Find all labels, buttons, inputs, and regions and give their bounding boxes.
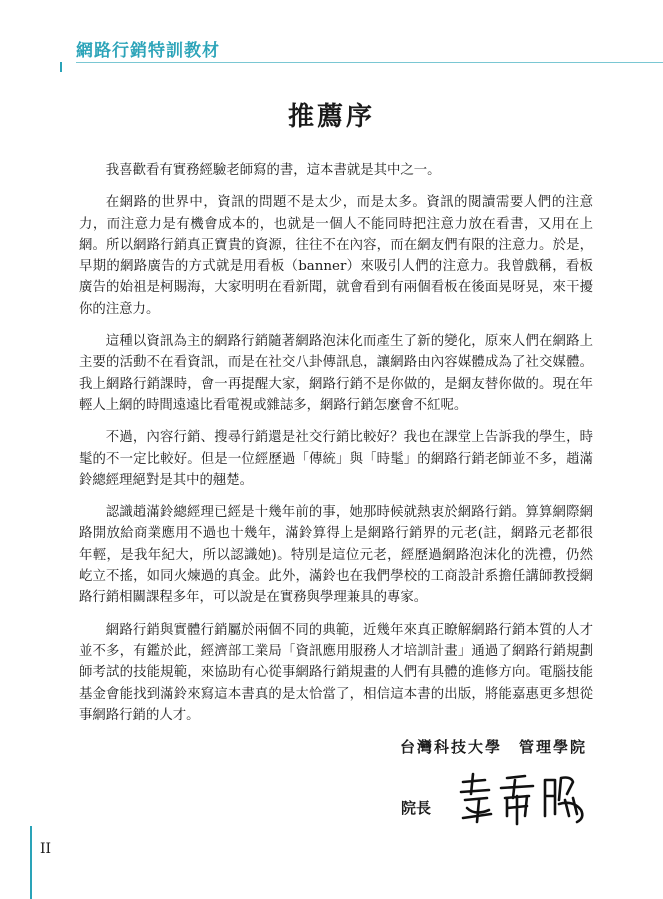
header-accent-bar [60, 62, 62, 72]
page-margin-bar [30, 826, 32, 899]
header-divider [76, 62, 663, 63]
paragraph: 網路行銷與實體行銷屬於兩個不同的典範，近幾年來真正瞭解網路行銷本質的人才並不多，有鑑於此，經濟部工業局「資訊應用服務人才培訓計畫」通過了網路行銷規劃師考試的技能規範，來協助有心從事網路行銷規畫的人們有具體的進修方向。電腦技能基金會能找到滿鈴來寫這本書真的是太恰當了，相信這本書的出版，將能嘉惠更多想從事網路行銷的人才。 [79, 622, 593, 723]
page-title: 推薦序 [287, 102, 375, 132]
signature-role: 院長 [401, 799, 432, 817]
paragraph: 在網路的世界中，資訊的問題不是太少，而是太多。資訊的閱讀需要人們的注意力，而注意力是有機會成本的，也就是一個人不能同時把注意力放在看書，又用在上網。所以網路行銷真正寶貴的資源，往往不在內容，而在網友們有限的注意力。於是，早期的網路廣告的方式就是用看板（banner）來吸引人們的注意力。我曾戲稱，看板廣告的始祖是柯賜海，大家明明在看新聞，就會看到有兩個看板在後面晃呀晃，來干擾你的注意力。 [79, 195, 593, 317]
paragraph: 不過，內容行銷、搜尋行銷還是社交行銷比較好？我也在課堂上告訴我的學生，時髦的不一定比較好。但是一位經歷過「傳統」與「時髦」的網路行銷老師並不多，趙滿鈴總經理絕對是其中的翹楚。 [79, 430, 593, 488]
handwritten-signature [455, 770, 595, 826]
preface-body [79, 160, 593, 737]
signature-institution: 台灣科技大學 管理學院 [399, 738, 587, 756]
paragraph: 這種以資訊為主的網路行銷隨著網路泡沫化而產生了新的變化，原來人們在網路上主要的活動不在看資訊，而是在社交八卦傳訊息，讓網路由內容媒體成為了社交媒體。我上網路行銷課時，會一再提醒大家，網路行銷不是你做的，是網友替你做的。現在年輕人上網的時間遠遠比看電視或雜誌多，網路行銷怎麼會不紅呢。 [79, 334, 593, 413]
page-number: II [40, 841, 52, 857]
book-title-header: 網路行銷特訓教材 [76, 41, 220, 61]
paragraph: 我喜歡看有實務經驗老師寫的書，這本書就是其中之一。 [105, 163, 441, 178]
paragraph: 認識趙滿鈴總經理已經是十幾年前的事，她那時候就熱衷於網路行銷。算算網際網路開放給商業應用不過也十幾年，滿鈴算得上是網路行銷界的元老(註，網路元老都很年輕，是我年紀大，所以認識她)。特別是這位元老，經歷過網路泡沫化的洗禮，仍然屹立不搖，如同火煉過的真金。此外，滿鈴也在我們學校的工商設計系擔任講師教授網路行銷相關課程多年，可以說是在實務與學理兼具的專家。 [79, 505, 593, 606]
